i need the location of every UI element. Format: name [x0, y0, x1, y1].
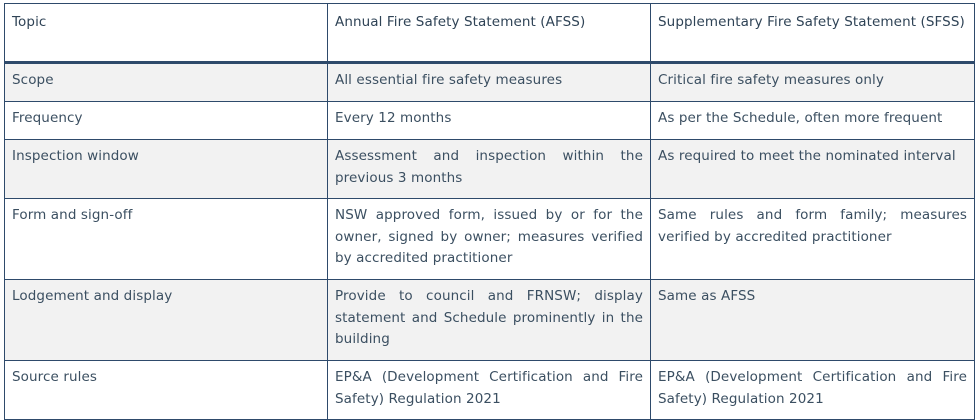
- sfss-cell: Critical fire safety measures only: [651, 63, 975, 102]
- sfss-cell: EP&A (Development Certification and Fire Safety) Regulation 2021: [651, 361, 975, 420]
- table-row: [5, 102, 975, 140]
- sfss-cell: As required to meet the nominated interval: [651, 140, 975, 199]
- table-row: [5, 280, 975, 361]
- afss-sfss-comparison-table: [4, 3, 975, 420]
- afss-cell: All essential fire safety measures: [328, 63, 651, 102]
- sfss-cell: Same rules and form family; measures verified by accredited practitioner: [651, 199, 975, 280]
- afss-cell: NSW approved form, issued by or for the owner, signed by owner; measures verified by accredited practitioner: [328, 199, 651, 280]
- topic-cell: Inspection window: [5, 140, 328, 199]
- table-row: [5, 140, 975, 199]
- topic-cell: Lodgement and display: [5, 280, 328, 361]
- sfss-cell: Same as AFSS: [651, 280, 975, 361]
- header-topic: Topic: [5, 4, 328, 63]
- afss-cell: EP&A (Development Certification and Fire Safety) Regulation 2021: [328, 361, 651, 420]
- header-sfss: Supplementary Fire Safety Statement (SFSS): [651, 4, 975, 63]
- afss-cell: Every 12 months: [328, 102, 651, 140]
- afss-cell: Provide to council and FRNSW; display statement and Schedule prominently in the building: [328, 280, 651, 361]
- table-row: [5, 199, 975, 280]
- topic-cell: Scope: [5, 63, 328, 102]
- afss-cell: Assessment and inspection within the previous 3 months: [328, 140, 651, 199]
- topic-cell: Frequency: [5, 102, 328, 140]
- topic-cell: Source rules: [5, 361, 328, 420]
- topic-cell: Form and sign-off: [5, 199, 328, 280]
- comparison-table-container: [4, 3, 974, 420]
- table-row: [5, 63, 975, 102]
- table-header-row: [5, 4, 975, 63]
- table-row: [5, 361, 975, 420]
- header-afss: Annual Fire Safety Statement (AFSS): [328, 4, 651, 63]
- sfss-cell: As per the Schedule, often more frequent: [651, 102, 975, 140]
